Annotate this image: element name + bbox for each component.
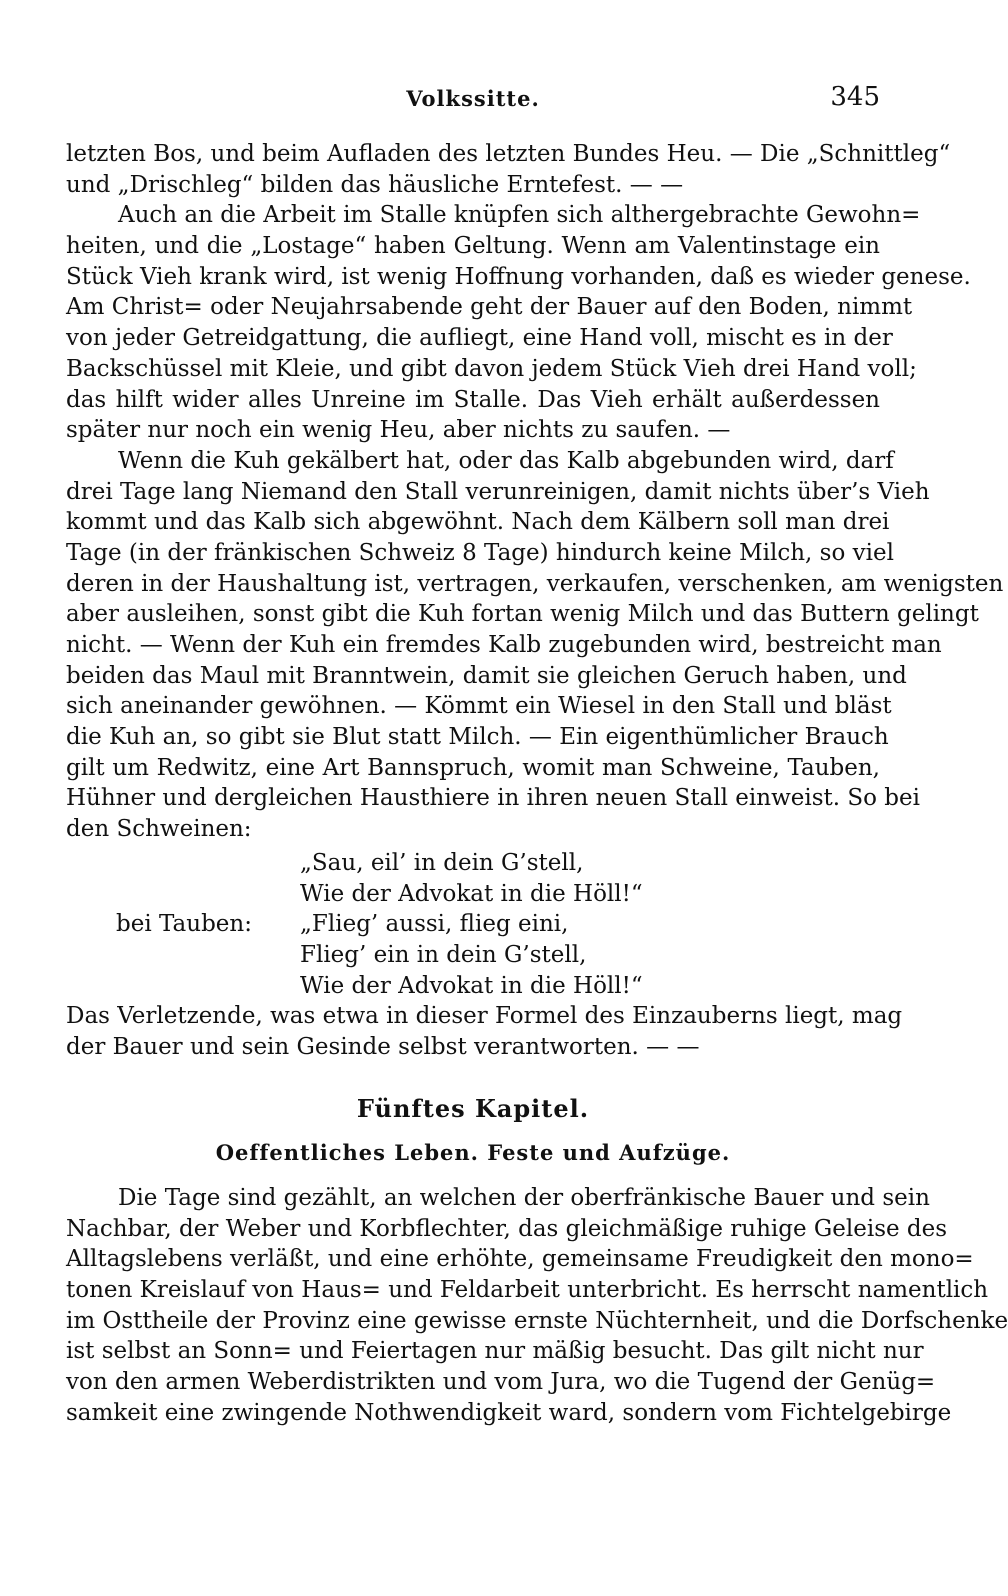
text-line: Hühner und dergleichen Hausthiere in ihren neuen Stall einweist. So bei [66,785,920,812]
verse-line [66,942,880,973]
text-line: von jeder Getreidgattung, die aufliegt, eine Hand voll, mischt es in der [66,325,893,352]
text-line: sich aneinander gewöhnen. — Kömmt ein Wiesel in den Stall und bläst [66,693,892,720]
body-text-top [66,139,1004,845]
verse-text: „Sau, eil’ in dein G’stell, [300,850,584,876]
text-line: Am Christ= oder Neujahrsabende geht der Bauer auf den Boden, nimmt [66,294,913,321]
text-line: samkeit eine zwingende Nothwendigkeit ward, sondern vom Fichtelgebirge [66,1399,952,1426]
text-line: gilt um Redwitz, eine Art Bannspruch, womit man Schweine, Tauben, [66,754,880,781]
text-line: und „Drischleg“ bilden das häusliche Erntefest. — — [66,171,684,198]
verse-text: Wie der Advokat in die Höll!“ [300,880,643,907]
text-line: Das Verletzende, was etwa in dieser Formel des Einzauberns liegt, mag [66,1003,903,1029]
text-line: drei Tage lang Niemand den Stall verunreinigen, damit nichts über’s Vieh [66,478,930,505]
chapter-title: Fünftes Kapitel. [356,1094,590,1123]
text-line: kommt und das Kalb sich abgewöhnt. Nach dem Kälbern soll man drei [66,509,890,536]
text-line: heiten, und die „Lostage“ haben Geltung. Wenn am Valentinstage ein [66,233,880,260]
verse-label: bei Tauben: [116,911,252,938]
text-line: nicht. — Wenn der Kuh ein fremdes Kalb zugebunden wird, bestreicht man [66,632,942,658]
text-line: später nur noch ein wenig Heu, aber nichts zu saufen. — [66,417,731,444]
verse-line [66,973,880,1004]
text-line: Backschüssel mit Kleie, und gibt davon jedem Stück Vieh drei Hand voll; [66,355,917,382]
text-line: die Kuh an, so gibt sie Blut statt Milch. — Ein eigenthümlicher Brauch [66,724,889,751]
body-text-bottom [66,1183,1008,1429]
body-text-middle [66,1001,903,1062]
running-head: Volkssitte. [406,86,540,111]
verse-line [66,881,880,912]
text-line: im Osttheile der Provinz eine gewisse ernste Nüchternheit, und die Dorfschenke [66,1307,1008,1334]
text-line: Auch an die Arbeit im Stalle knüpfen sich althergebrachte Gewohn= [118,202,921,229]
text-line: das hilft wider alles Unreine im Stalle. Das Vieh erhält außerdessen [66,386,880,413]
chapter-subtitle: Oeffentliches Leben. Feste und Aufzüge. [215,1140,731,1165]
text-line: tonen Kreislauf von Haus= und Feldarbeit unterbricht. Es herrscht namentlich [66,1277,989,1304]
verse-block [66,850,880,1003]
text-line: letzten Bos, und beim Aufladen des letzten Bundes Heu. — Die „Schnittleg“ [66,141,951,167]
text-line: deren in der Haushaltung ist, vertragen, verkaufen, verschenken, am wenigsten [66,570,1004,597]
text-line: aber ausleihen, sonst gibt die Kuh fortan wenig Milch und das Buttern gelingt [66,601,979,628]
text-line: Die Tage sind gezählt, an welchen der oberfränkische Bauer und sein [118,1185,930,1211]
verse-line [66,911,880,942]
text-line: ist selbst an Sonn= und Feiertagen nur mäßig besucht. Das gilt nicht nur [66,1338,924,1365]
text-line: Stück Vieh krank wird, ist wenig Hoffnung vorhanden, daß es wieder genese. [66,263,971,290]
verse-text: „Flieg’ aussi, flieg eini, [300,911,569,938]
verse-line [66,850,880,881]
text-line: beiden das Maul mit Branntwein, damit sie gleichen Geruch haben, und [66,662,907,689]
text-line: Tage (in der fränkischen Schweiz 8 Tage) hindurch keine Milch, so viel [66,539,894,566]
text-line: Nachbar, der Weber und Korbflechter, das gleichmäßige ruhige Geleise des [66,1215,948,1242]
text-line: den Schweinen: [66,816,252,843]
verse-text: Flieg’ ein in dein G’stell, [300,942,587,969]
verse-text: Wie der Advokat in die Höll!“ [300,972,643,999]
text-line: der Bauer und sein Gesinde selbst verantworten. — — [66,1033,700,1060]
text-line: von den armen Weberdistrikten und vom Jura, wo die Tugend der Genüg= [66,1369,936,1396]
page-number: 345 [830,82,880,112]
page-header [66,82,880,120]
text-line: Wenn die Kuh gekälbert hat, oder das Kalb abgebunden wird, darf [118,447,894,474]
text-line: Alltagslebens verläßt, und eine erhöhte, gemeinsame Freudigkeit den mono= [66,1246,974,1273]
